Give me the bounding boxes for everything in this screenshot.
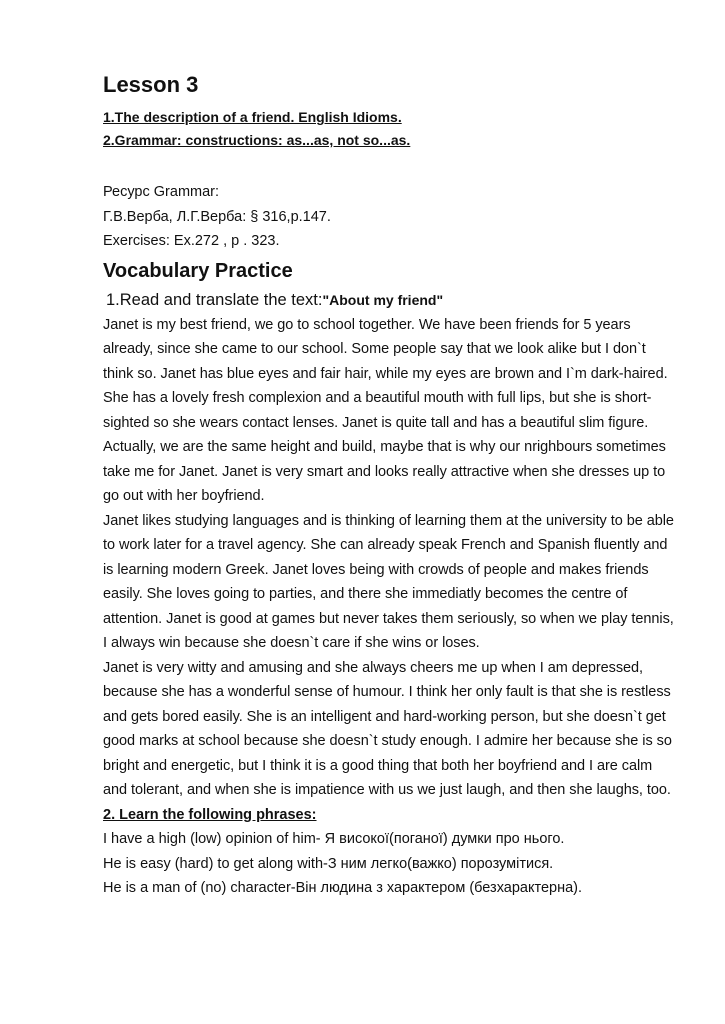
document-page <box>103 70 675 901</box>
paragraph-3: Janet is very witty and amusing and she always cheers me up when I am depressed, because she has a wonderful sense of humour. I think her only fault is that she is restless and gets bored easily. She is an intelligent and hard-working person, but she doesn`t get good marks at school because she doesn`t study enough. I admire her because she is so bright and energetic, but I think it is a good thing that both her boyfriend and I are calm and tolerant, and when she is impatience with us we just laugh, and then she laughs, too. <box>103 659 672 798</box>
paragraph-1: Janet is my best friend, we go to school together. We have been friends for 5 years already, since she came to our school. Some people say that we look alike but I don`t think so. Janet has blue eyes and fair hair, while my eyes are brown and I`m dark-haired. She has a lovely fresh complexion and a beautiful mouth with full lips, but she is short-sighted so she wears contact lenses. Janet is quite tall and has a beautiful slim figure. Actually, we are the same height and build, maybe that is why our nrighbours sometimes take me for Janet. Janet is very smart and looks really attractive when she dresses up to go out with her boyfriend. <box>103 316 668 504</box>
exercise-1-heading <box>106 287 675 313</box>
text-title: "About my friend" <box>322 291 444 308</box>
phrase-2: He is easy (hard) to get along with-З ним легко(важко) порозумітися. <box>103 855 554 872</box>
exercise-1-label: 1.Read and translate the text: <box>106 290 323 309</box>
paragraph-2: Janet likes studying languages and is thinking of learning them at the university to be able to work later for a travel agency. She can already speak French and Spanish fluently and is learning modern Greek. Janet loves being with crowds of people and makes friends easily. She loves going to parties, and there she immediatly becomes the centre of attention. Janet is good at games but never takes them seriously, so when we play tennis, I always win because she doesn`t care if she wins or loses. <box>103 512 674 651</box>
topic-1: 1.The description of a friend. English Idioms. <box>103 109 402 125</box>
phrase-3: He is a man of (no) character-Він людина з характером (безхарактерна). <box>103 880 583 896</box>
resource-line-1: Ресурс Grammar: <box>103 184 220 200</box>
spacer <box>103 152 675 180</box>
lesson-title: Lesson 3 <box>103 72 199 97</box>
resource-line-2: Г.В.Верба, Л.Г.Верба: § 316,р.147. <box>103 208 331 225</box>
resource-line-3: Exercises: Ex.272 , p . 323. <box>103 233 280 249</box>
phrases-heading: 2. Learn the following phrases: <box>103 806 317 823</box>
vocabulary-heading: Vocabulary Practice <box>103 259 293 282</box>
topic-2: 2.Grammar: constructions: as...as, not so...as. <box>103 132 411 148</box>
phrase-1: I have a high (low) opinion of him- Я високої(поганої) думки про нього. <box>103 831 565 847</box>
